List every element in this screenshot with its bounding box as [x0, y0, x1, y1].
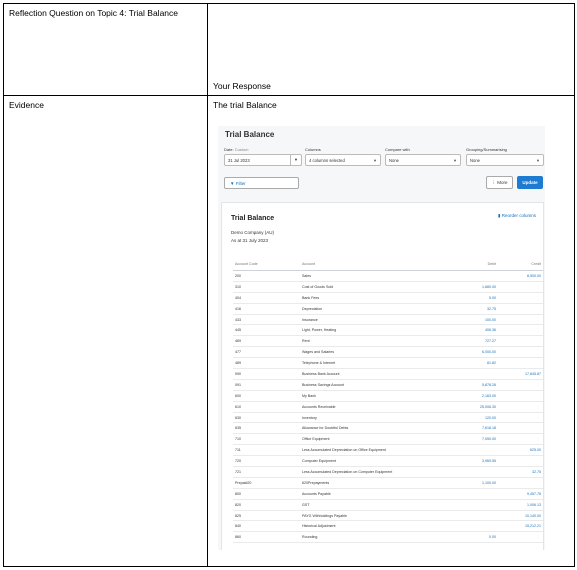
table-row[interactable] [233, 467, 543, 478]
account-code-cell: 416 [233, 303, 302, 314]
report-date: As at 31 July 2023 [231, 238, 269, 243]
table-row[interactable] [233, 499, 543, 510]
debit-cell: 2,163.00 [436, 390, 496, 401]
account-code-cell: 445 [233, 325, 302, 336]
credit-cell [496, 358, 543, 369]
credit-cell: 10,140.00 [496, 510, 543, 521]
table-row[interactable] [233, 303, 543, 314]
account-code-cell: 600 [233, 390, 302, 401]
table-row[interactable] [233, 412, 543, 423]
grid-body [233, 271, 543, 543]
account-name-cell: Inventory [302, 412, 436, 423]
report-title: Trial Balance [231, 215, 275, 222]
account-code-cell: 200 [233, 271, 302, 282]
debit-cell: 32.75 [436, 303, 496, 314]
table-row[interactable] [233, 379, 543, 390]
account-code-cell: Prepaid20 [233, 477, 302, 488]
account-name-cell: Computer Equipment [302, 456, 436, 467]
credit-cell: 32.75 [496, 467, 543, 478]
update-button[interactable]: Update [517, 176, 543, 189]
table-row[interactable] [233, 358, 543, 369]
columns-value: 4 columns selected [309, 158, 345, 163]
credit-cell [496, 325, 543, 336]
debit-cell: 7,618.18 [436, 423, 496, 434]
table-row[interactable] [233, 510, 543, 521]
table-row[interactable] [233, 477, 543, 488]
account-name-cell: Rent [302, 336, 436, 347]
table-row[interactable] [233, 325, 543, 336]
credit-cell [496, 434, 543, 445]
debit-cell: 727.27 [436, 336, 496, 347]
trial-balance-grid [233, 258, 543, 543]
account-code-cell: 710 [233, 434, 302, 445]
question-cell: Reflection Question on Topic 4: Trial Balance [4, 4, 208, 96]
reorder-columns-link[interactable] [498, 213, 536, 219]
account-name-cell: Insurance [302, 314, 436, 325]
date-value: 31 Jul 2023 [228, 158, 250, 163]
header-account: Account [302, 258, 436, 271]
credit-cell: 9,457.78 [496, 488, 543, 499]
more-button[interactable] [486, 176, 513, 189]
credit-cell: 8,500.00 [496, 271, 543, 282]
debit-cell [436, 271, 496, 282]
grouping-label: Grouping/Summarising [466, 147, 507, 152]
account-code-cell: 840 [233, 521, 302, 532]
account-code-cell: 090 [233, 369, 302, 380]
account-code-cell: 310 [233, 281, 302, 292]
account-code-cell: 477 [233, 347, 302, 358]
account-name-cell: My Bank [302, 390, 436, 401]
credit-cell [496, 303, 543, 314]
account-code-cell: 825 [233, 510, 302, 521]
debit-cell [436, 521, 496, 532]
debit-cell: 25,006.30 [436, 401, 496, 412]
screenshot-title: Trial Balance [225, 130, 275, 139]
columns-select[interactable] [305, 154, 381, 166]
account-code-cell: 630 [233, 412, 302, 423]
chevron-down-icon[interactable]: ▼ [290, 155, 301, 165]
debit-cell: 5.00 [436, 292, 496, 303]
compare-label: Compare with [385, 147, 410, 152]
account-code-cell: 721 [233, 467, 302, 478]
account-name-cell: Business Savings Account [302, 379, 436, 390]
table-row[interactable] [233, 521, 543, 532]
more-label: More [497, 180, 508, 185]
account-name-cell: Sales [302, 271, 436, 282]
account-code-cell: 635 [233, 423, 302, 434]
date-input[interactable] [224, 154, 302, 166]
account-code-cell: 469 [233, 336, 302, 347]
credit-cell [496, 314, 543, 325]
columns-label: Columns [305, 147, 321, 152]
header-account-code: Account Code [233, 258, 302, 271]
date-sublabel: Custom [234, 147, 249, 152]
debit-cell: 5,878.26 [436, 379, 496, 390]
account-code-cell: 610 [233, 401, 302, 412]
debit-cell: 406.36 [436, 325, 496, 336]
debit-cell [436, 369, 496, 380]
account-code-cell: 820 [233, 499, 302, 510]
date-label [224, 147, 248, 152]
table-row[interactable] [233, 434, 543, 445]
credit-cell [496, 412, 543, 423]
account-code-cell: 433 [233, 314, 302, 325]
account-code-cell: 404 [233, 292, 302, 303]
more-icon: ⋮ [491, 180, 496, 185]
table-row[interactable] [233, 281, 543, 292]
account-name-cell: Allowance for Doubtful Debts [302, 423, 436, 434]
account-name-cell: 620Prepayments [302, 477, 436, 488]
compare-select[interactable] [385, 154, 461, 166]
table-row[interactable] [233, 271, 543, 282]
filter-icon: ▼ [230, 181, 235, 186]
account-name-cell: Telephone & Internet [302, 358, 436, 369]
account-name-cell: Less Accumulated Depreciation on Office Equipment [302, 445, 436, 456]
trial-balance-screenshot [218, 126, 545, 550]
account-code-cell: 860 [233, 532, 302, 543]
debit-cell [436, 488, 496, 499]
credit-cell [496, 477, 543, 488]
account-name-cell: Wages and Salaries [302, 347, 436, 358]
credit-cell [496, 336, 543, 347]
debit-cell: 81.82 [436, 358, 496, 369]
grid-header-row [233, 258, 543, 271]
credit-cell [496, 281, 543, 292]
evidence-cell: Evidence [4, 96, 208, 567]
table-row[interactable] [233, 390, 543, 401]
credit-cell [496, 532, 543, 543]
credit-cell: 1,006.13 [496, 499, 543, 510]
filter-label: Filter [235, 181, 246, 186]
reorder-icon: ▮ [497, 213, 501, 218]
table-row[interactable] [233, 292, 543, 303]
account-name-cell: PAYG Withholdings Payable [302, 510, 436, 521]
credit-cell [496, 390, 543, 401]
account-code-cell: 711 [233, 445, 302, 456]
debit-cell: 1,680.00 [436, 281, 496, 292]
credit-cell: 15,212.21 [496, 521, 543, 532]
account-name-cell: Accounts Receivable [302, 401, 436, 412]
account-name-cell: Light, Power, Heating [302, 325, 436, 336]
debit-cell: 7,050.00 [436, 434, 496, 445]
chevron-down-icon: ▼ [536, 158, 540, 163]
debit-cell [436, 499, 496, 510]
account-code-cell: 720 [233, 456, 302, 467]
credit-cell [496, 292, 543, 303]
account-name-cell: Bank Fees [302, 292, 436, 303]
compare-value: None [389, 158, 400, 163]
table-row[interactable] [233, 532, 543, 543]
table-row[interactable] [233, 423, 543, 434]
header-debit: Debit [436, 258, 496, 271]
debit-cell: 120.00 [436, 412, 496, 423]
table-row[interactable] [233, 369, 543, 380]
report-company: Demo Company (AU) [231, 230, 275, 235]
grouping-select[interactable] [466, 154, 544, 166]
credit-cell [496, 423, 543, 434]
account-name-cell: Accounts Payable [302, 488, 436, 499]
date-label-text: Date: [224, 147, 234, 152]
account-name-cell: Business Bank Account [302, 369, 436, 380]
table-row[interactable] [233, 445, 543, 456]
debit-cell: 0.00 [436, 532, 496, 543]
header-credit: Credit [496, 258, 543, 271]
credit-cell: 625.00 [496, 445, 543, 456]
debit-cell [436, 467, 496, 478]
filter-button[interactable] [224, 177, 299, 189]
debit-cell: 6,000.00 [436, 347, 496, 358]
response-label: Your Response [213, 81, 271, 91]
account-name-cell: Depreciation [302, 303, 436, 314]
account-code-cell: 091 [233, 379, 302, 390]
table-row[interactable] [233, 336, 543, 347]
table-row[interactable] [233, 488, 543, 499]
account-name-cell: Cost of Goods Sold [302, 281, 436, 292]
account-name-cell: Rounding [302, 532, 436, 543]
chevron-down-icon: ▼ [373, 158, 377, 163]
table-row[interactable] [233, 347, 543, 358]
account-code-cell: 800 [233, 488, 302, 499]
account-name-cell: Historical Adjustment [302, 521, 436, 532]
debit-cell: 100.00 [436, 314, 496, 325]
debit-cell [436, 510, 496, 521]
report-panel [221, 202, 544, 550]
debit-cell [436, 445, 496, 456]
credit-cell [496, 401, 543, 412]
credit-cell [496, 456, 543, 467]
account-name-cell: Less Accumulated Depreciation on Computer Equipment [302, 467, 436, 478]
credit-cell [496, 347, 543, 358]
credit-cell: 17,845.87 [496, 369, 543, 380]
credit-cell [496, 379, 543, 390]
chevron-down-icon: ▼ [453, 158, 457, 163]
table-row[interactable] [233, 456, 543, 467]
reorder-label: Reorder columns [501, 213, 536, 218]
evidence-caption: The trial Balance [213, 100, 277, 110]
account-name-cell: GST [302, 499, 436, 510]
response-cell [208, 4, 575, 96]
debit-cell: 3,969.55 [436, 456, 496, 467]
grouping-value: None [470, 158, 481, 163]
account-name-cell: Office Equipment [302, 434, 436, 445]
table-row[interactable] [233, 401, 543, 412]
debit-cell: 1,100.00 [436, 477, 496, 488]
account-code-cell: 489 [233, 358, 302, 369]
table-row[interactable] [233, 314, 543, 325]
